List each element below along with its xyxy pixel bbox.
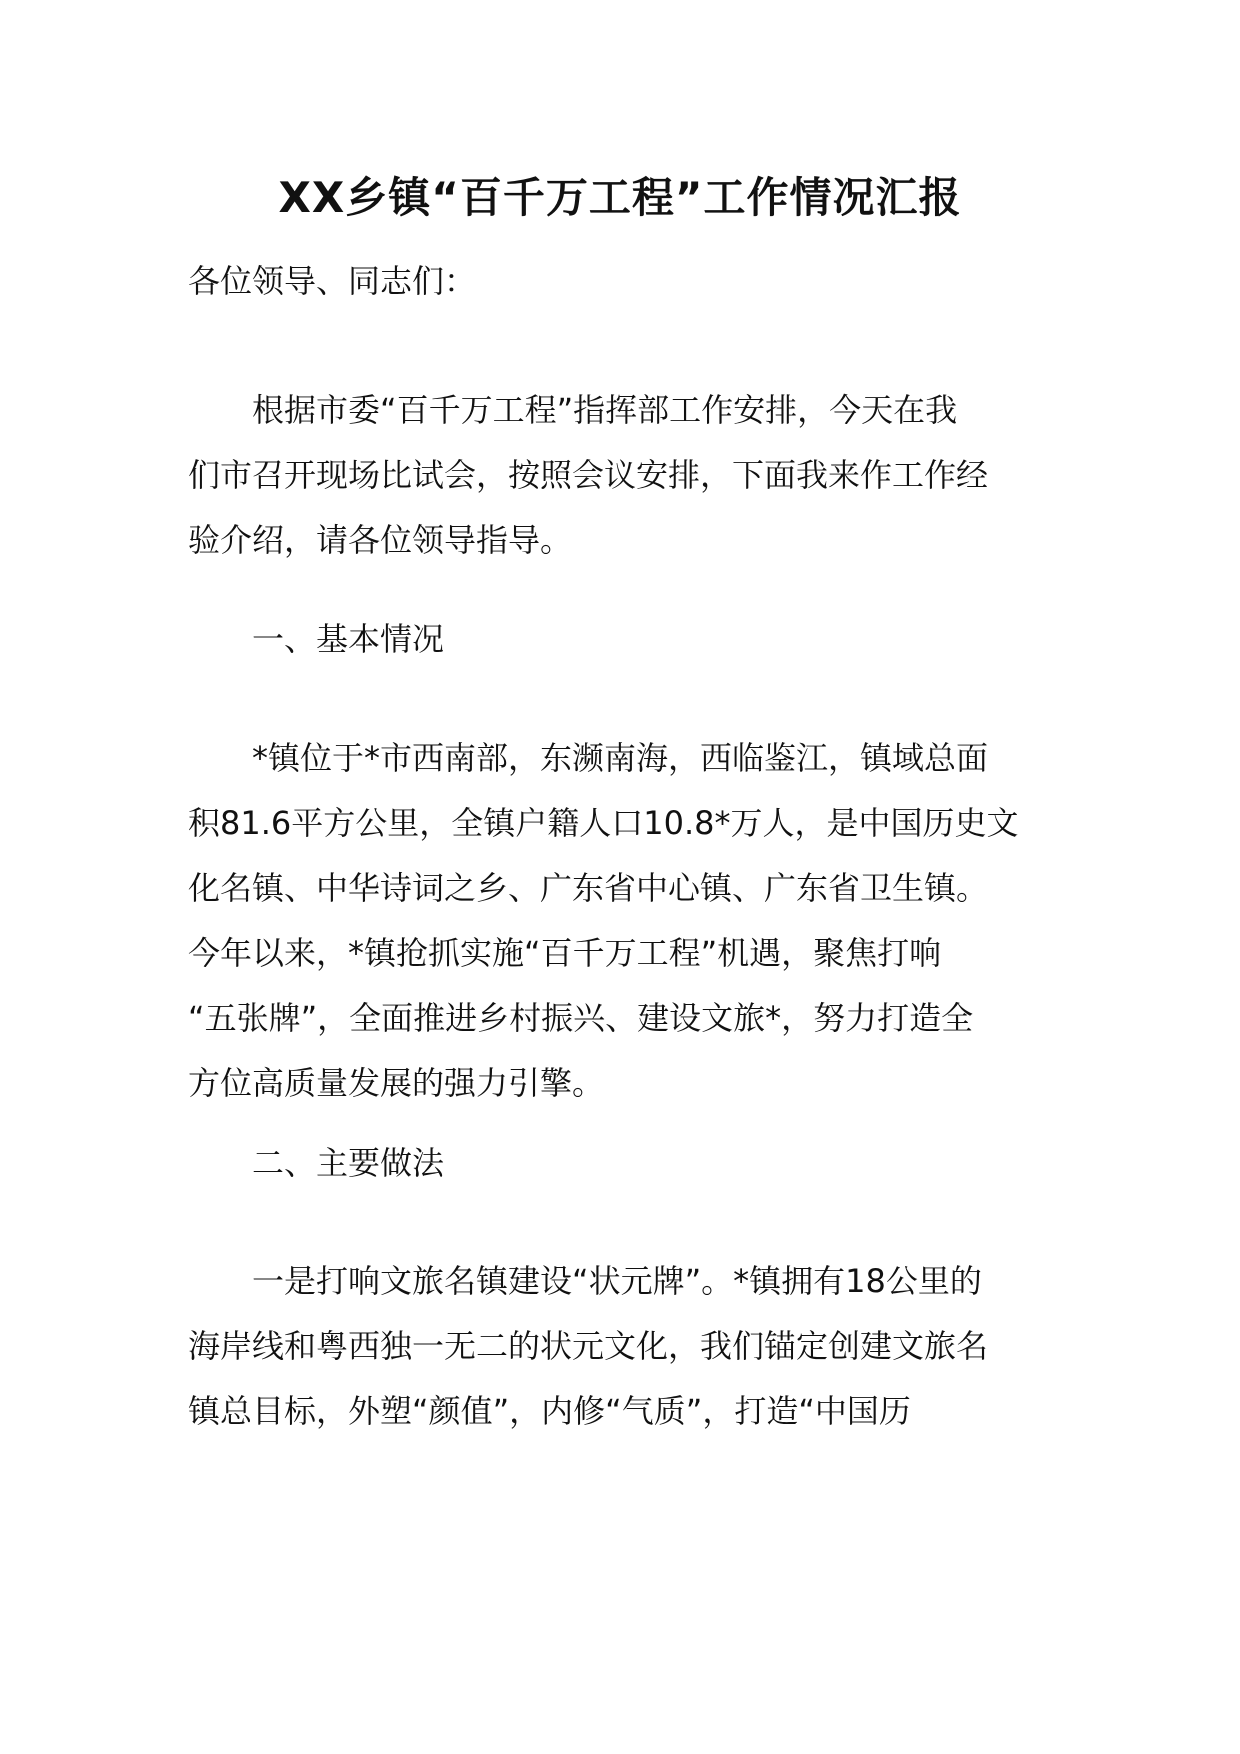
section2-paragraph bbox=[188, 1249, 1052, 1444]
paragraph-line: 方位高质量发展的强力引擎。 bbox=[188, 1064, 605, 1102]
paragraph-line: *镇位于*市西南部，东濒南海，西临鉴江，镇域总面 bbox=[188, 739, 989, 777]
salutation bbox=[188, 249, 1052, 314]
paragraph-line: 镇总目标，外塑“颜值”，内修“气质”，打造“中国历 bbox=[188, 1392, 911, 1430]
paragraph-line: 化名镇、中华诗词之乡、广东省中心镇、广东省卫生镇。 bbox=[188, 869, 989, 907]
paragraph-line: 今年以来，*镇抢抓实施“百千万工程”机遇，聚焦打响 bbox=[188, 934, 942, 972]
section-heading-line: 一、基本情况 bbox=[188, 620, 445, 658]
section-heading-line: 二、主要做法 bbox=[188, 1144, 445, 1182]
paragraph-line: 验介绍，请各位领导指导。 bbox=[188, 521, 573, 559]
document-title: XX乡镇“百千万工程”工作情况汇报 bbox=[278, 173, 962, 222]
paragraph-line: 根据市委“百千万工程”指挥部工作安排，今天在我 bbox=[188, 391, 958, 429]
paragraph-line: 海岸线和粤西独一无二的状元文化，我们锚定创建文旅名 bbox=[188, 1327, 989, 1365]
intro-paragraph bbox=[188, 378, 1052, 573]
paragraph-line: “五张牌”，全面推进乡村振兴、建设文旅*，努力打造全 bbox=[188, 999, 974, 1037]
paragraph-line: 积81.6平方公里，全镇户籍人口10.8*万人，是中国历史文 bbox=[188, 804, 1019, 842]
section-heading-basic bbox=[188, 607, 1052, 672]
section1-paragraph bbox=[188, 726, 1052, 1116]
paragraph-line: 一是打响文旅名镇建设“状元牌”。*镇拥有18公里的 bbox=[188, 1262, 982, 1300]
salutation-line: 各位领导、同志们： bbox=[188, 262, 477, 300]
paragraph-line: 们市召开现场比试会，按照会议安排，下面我来作工作经 bbox=[188, 456, 989, 494]
section-heading-methods bbox=[188, 1131, 1052, 1196]
